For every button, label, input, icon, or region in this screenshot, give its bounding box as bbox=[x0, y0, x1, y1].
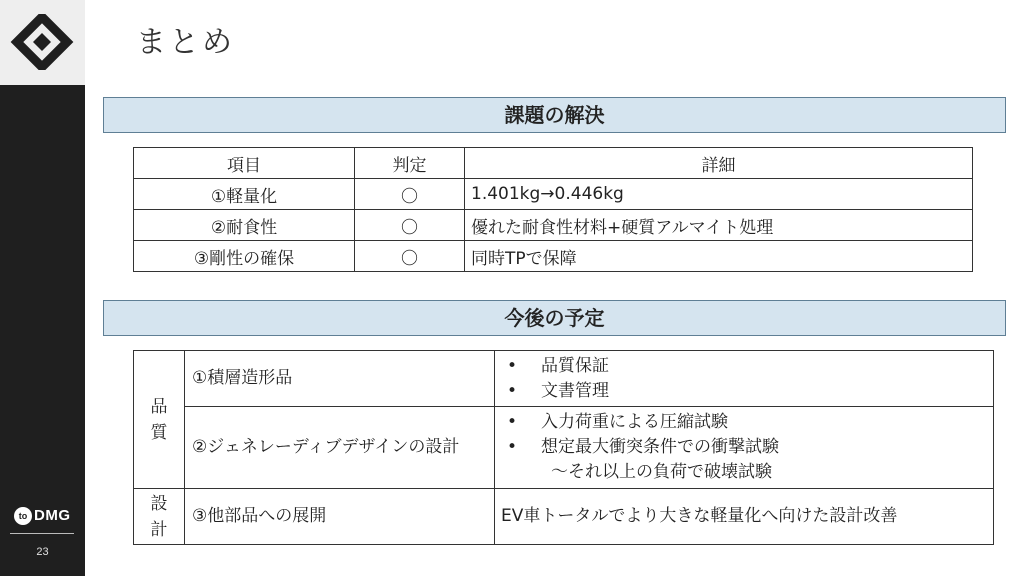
row-detail: 1.401kg→0.446kg bbox=[465, 179, 973, 210]
plan-detail bbox=[495, 351, 994, 407]
logo-box bbox=[0, 0, 85, 85]
category-char: 質 bbox=[150, 422, 168, 443]
category-char: 品 bbox=[150, 396, 168, 417]
row-judge: 〇 bbox=[355, 179, 465, 210]
plan-item: ①積層造形品 bbox=[185, 351, 495, 407]
section-heading-plan: 今後の予定 bbox=[103, 300, 1006, 336]
plan-detail: EV車トータルでより大きな軽量化へ向けた設計改善 bbox=[495, 489, 994, 545]
row-item: ②耐食性 bbox=[134, 210, 355, 241]
category-char: 計 bbox=[150, 519, 168, 540]
table-row bbox=[134, 241, 973, 272]
plan-item: ②ジェネレーディブデザインの設計 bbox=[185, 407, 495, 489]
table-row bbox=[134, 179, 973, 210]
brand-mark: to bbox=[14, 507, 32, 525]
section-heading-resolution: 課題の解決 bbox=[103, 97, 1006, 133]
category-char: 設 bbox=[150, 493, 168, 514]
detail-bullet: • 想定最大衝突条件での衝撃試験 bbox=[501, 435, 993, 460]
category-design bbox=[134, 489, 185, 545]
resolution-table bbox=[133, 147, 973, 272]
table-row bbox=[134, 489, 994, 545]
row-judge: 〇 bbox=[355, 241, 465, 272]
plan-table bbox=[133, 350, 994, 545]
diamond-logo-icon bbox=[7, 14, 77, 70]
row-item: ③剛性の確保 bbox=[134, 241, 355, 272]
table-row bbox=[134, 351, 994, 407]
table-row bbox=[134, 210, 973, 241]
plan-detail bbox=[495, 407, 994, 489]
header-detail: 詳細 bbox=[465, 148, 973, 179]
brand-logo bbox=[10, 505, 76, 527]
header-judge: 判定 bbox=[355, 148, 465, 179]
detail-bullet: • 文書管理 bbox=[501, 379, 993, 404]
sidebar bbox=[0, 0, 85, 576]
row-item: ①軽量化 bbox=[134, 179, 355, 210]
detail-subline: ～それ以上の負荷で破壊試験 bbox=[551, 462, 772, 482]
table-header-row bbox=[134, 148, 973, 179]
row-judge: 〇 bbox=[355, 210, 465, 241]
row-detail: 優れた耐食性材料+硬質アルマイト処理 bbox=[465, 210, 973, 241]
brand-text: DMG bbox=[34, 507, 71, 524]
detail-bullet: • 品質保証 bbox=[501, 354, 993, 379]
detail-bullet: • 入力荷重による圧縮試験 bbox=[501, 410, 993, 435]
row-detail: 同時TPで保障 bbox=[465, 241, 973, 272]
header-item: 項目 bbox=[134, 148, 355, 179]
category-quality bbox=[134, 351, 185, 489]
page-number: 23 bbox=[36, 546, 49, 558]
brand-divider bbox=[10, 533, 74, 534]
slide-title: まとめ bbox=[136, 25, 235, 60]
table-row bbox=[134, 407, 994, 489]
plan-item: ③他部品への展開 bbox=[185, 489, 495, 545]
